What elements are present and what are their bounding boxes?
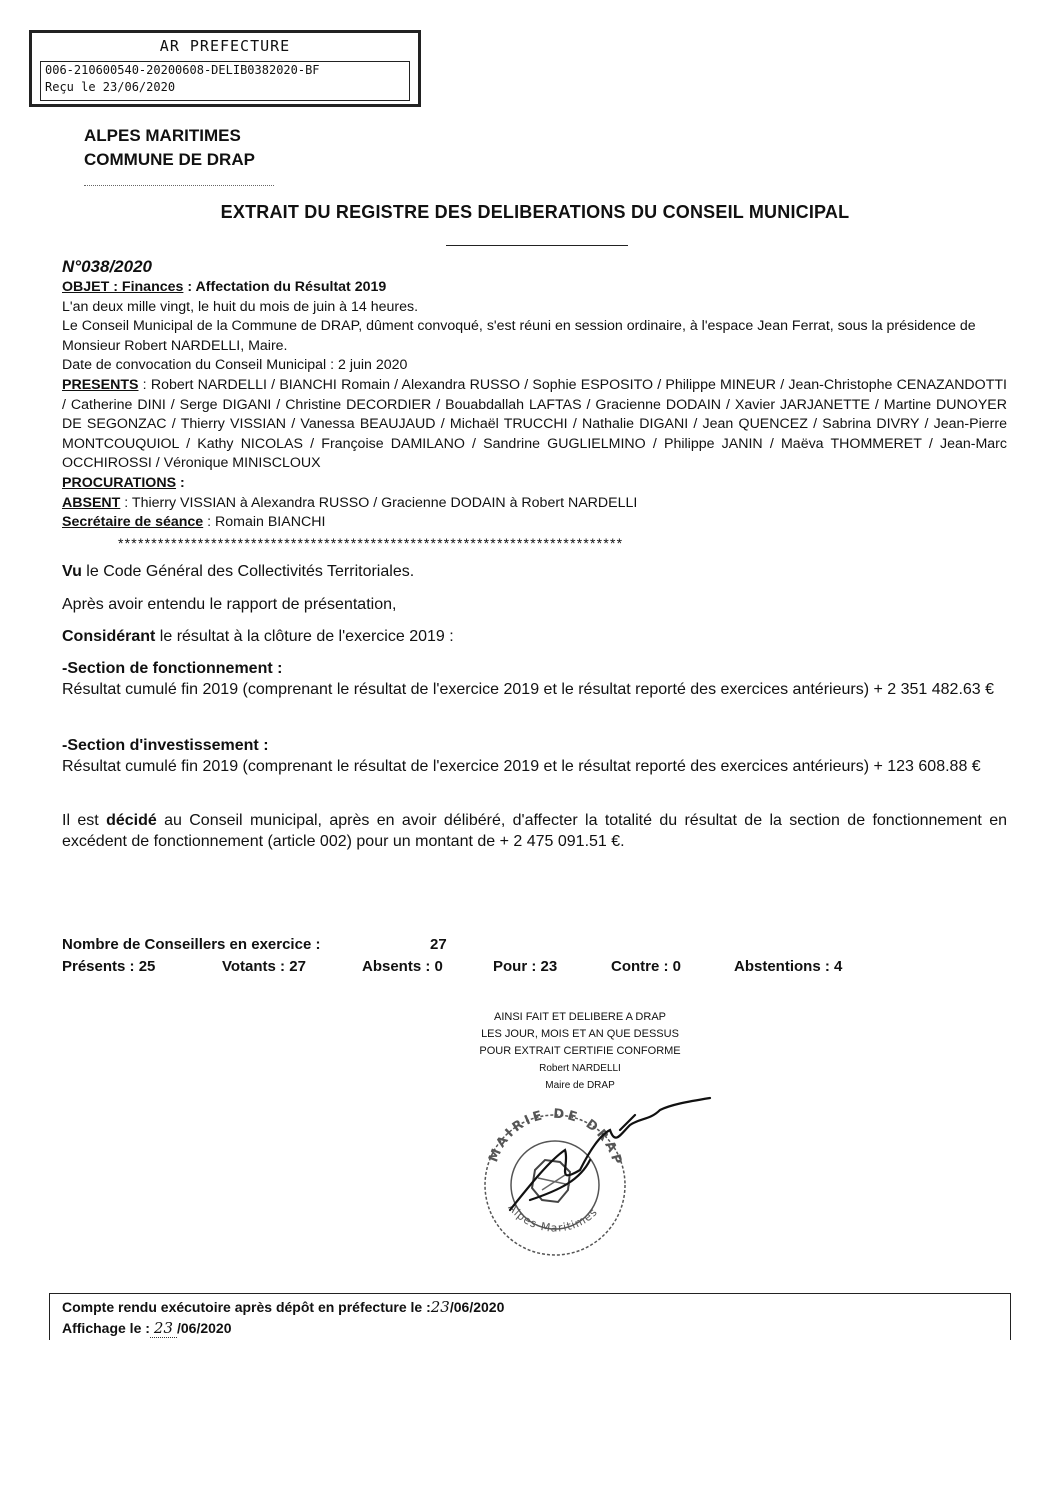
vote-pour: Pour : 23 xyxy=(493,958,558,975)
stamp-inner-box xyxy=(40,61,410,101)
document-title: EXTRAIT DU REGISTRE DES DELIBERATIONS DU CONSEIL MUNICIPAL xyxy=(220,202,850,222)
mayor-role: Maire de DRAP xyxy=(545,1080,615,1091)
secretaire-line xyxy=(62,513,1007,533)
fonctionnement-text: Résultat cumulé fin 2019 (comprenant le résultat de l'exercice 2019 et le résultat reporté des exercices antérieurs) + 2 351 482.63 € xyxy=(62,681,995,698)
apres-paragraph: Après avoir entendu le rapport de présentation, xyxy=(62,596,397,613)
absent-label: ABSENT xyxy=(62,494,121,511)
absent-names: : Thierry VISSIAN à Alexandra RUSSO / Gracienne DODAIN à Robert NARDELLI xyxy=(120,494,638,511)
conseillers-line xyxy=(62,936,1007,956)
title-rule xyxy=(446,245,628,246)
session-info: Le Conseil Municipal de la Commune de DRAP, dûment convoqué, s'est réuni en session ordinaire, à l'espace Jean Ferrat, sous la présidence de Monsieur Robert NARDELLI, Maire. xyxy=(62,318,976,354)
header-divider xyxy=(84,185,274,186)
objet-line xyxy=(62,278,1007,298)
seal-top-text: MAIRIE DE DRAP xyxy=(486,1106,626,1169)
investissement-text: Résultat cumulé fin 2019 (comprenant le résultat de l'exercice 2019 et le résultat reporté des exercices antérieurs) + 123 608.88 € xyxy=(62,758,981,775)
fonctionnement-heading: -Section de fonctionnement : xyxy=(62,660,283,677)
objet-value: : Affectation du Résultat 2019 xyxy=(183,279,387,295)
deliberation-header xyxy=(62,278,1007,533)
vote-abstentions: Abstentions : 4 xyxy=(734,958,843,975)
session-date: L'an deux mille vingt, le huit du mois de juin à 14 heures. xyxy=(62,298,419,315)
compte-day-handwritten: 23 xyxy=(430,1298,450,1316)
absent-line xyxy=(62,494,1007,514)
svg-text:Alpes-Maritimes xyxy=(505,1201,600,1235)
footer-box xyxy=(49,1293,1011,1340)
vote-votants: Votants : 27 xyxy=(222,958,306,975)
secretaire-name: : Romain BIANCHI xyxy=(203,514,326,531)
affichage-line: Affichage le : 23 /06/2020 xyxy=(62,1319,232,1337)
presents-label: PRESENTS xyxy=(62,376,139,393)
vote-absents: Absents : 0 xyxy=(362,958,443,975)
compte-rendu-line: Compte rendu exécutoire après dépôt en préfecture le :23/06/2020 xyxy=(62,1298,505,1316)
vote-results xyxy=(62,958,1007,978)
svg-text:MAIRIE DE DRAP xyxy=(486,1107,625,1169)
considerant-paragraph: Considérant le résultat à la clôture de l'exercice 2019 : xyxy=(62,628,454,645)
investissement-heading: -Section d'investissement : xyxy=(62,737,269,754)
stamp-received: Reçu le 23/06/2020 xyxy=(45,80,176,94)
deliberation-number: N°038/2020 xyxy=(62,257,152,276)
objet-label: OBJET : Finances xyxy=(62,279,184,295)
department-name: ALPES MARITIMES xyxy=(84,126,241,145)
vu-paragraph: Vu le Code Général des Collectivités Territoriales. xyxy=(62,563,415,580)
vote-contre: Contre : 0 xyxy=(611,958,682,975)
stamp-reference: 006-210600540-20200608-DELIB0382020-BF xyxy=(45,63,320,77)
conseillers-value: 27 xyxy=(430,936,447,953)
presents-names: : Robert NARDELLI / BIANCHI Romain / Alexandra RUSSO / Sophie ESPOSITO / Philippe MINEUR / Jean-Christophe CENAZANDOTTI / Catherine DINI / Serge DIGANI / Christine DECORDIER / Bouabdallah LAFTAS / Gracienne DODAIN / Xavier JARJANETTE / Martine DUNOYER DE SEGONZAC / Thierry VISSIAN / Vanessa BEAUJAUD / Michaël TRUCCHI / Nathalie DIGANI / Jean QUENCEZ / Sabrina DIVRY / Jean-Pierre MONTCOUQUIOL / Kathy NICOLAS / Françoise DAMILANO / Sandrine GUGLIELMINO / Philippe JANIN / Maëva THOMMERET / Jean-Marc OCCHIROSSI / Véronique MINISCLOUX xyxy=(62,376,1007,472)
procurations-label: PROCURATIONS xyxy=(62,474,177,491)
signature-line-1: AINSI FAIT ET DELIBERE A DRAP xyxy=(494,1011,666,1023)
presents-list xyxy=(62,376,1007,474)
convocation-date: Date de convocation du Conseil Municipal : 2 juin 2020 xyxy=(62,357,408,374)
seal-bottom-text: Alpes-Maritimes xyxy=(505,1201,601,1235)
signature-line-3: POUR EXTRAIT CERTIFIE CONFORME xyxy=(479,1045,681,1057)
procurations-line: PROCURATIONS : xyxy=(62,474,185,491)
separator-stars: **************************************************************************** xyxy=(118,535,624,551)
prefecture-stamp xyxy=(29,30,421,107)
mairie-seal-and-signature xyxy=(470,1090,730,1270)
vote-presents: Présents : 25 xyxy=(62,958,156,975)
mayor-name: Robert NARDELLI xyxy=(539,1063,621,1074)
signature-block xyxy=(380,1009,780,1094)
conseillers-label: Nombre de Conseillers en exercice : xyxy=(62,936,321,953)
signature-line-2: LES JOUR, MOIS ET AN QUE DESSUS xyxy=(481,1028,679,1040)
commune-name: COMMUNE DE DRAP xyxy=(84,150,255,169)
section-investissement xyxy=(62,735,1007,777)
affichage-day-handwritten: 23 xyxy=(150,1319,177,1338)
secretaire-label: Secrétaire de séance xyxy=(62,514,204,531)
stamp-title: AR PREFECTURE xyxy=(159,37,291,55)
decision-paragraph: Il est décidé au Conseil municipal, après en avoir délibéré, d'affecter la totalité du résultat de la section de fonctionnement en excédent de fonctionnement (article 002) pour un montant de + 2 475 091.51 €. xyxy=(62,812,1008,850)
section-fonctionnement xyxy=(62,658,1007,700)
